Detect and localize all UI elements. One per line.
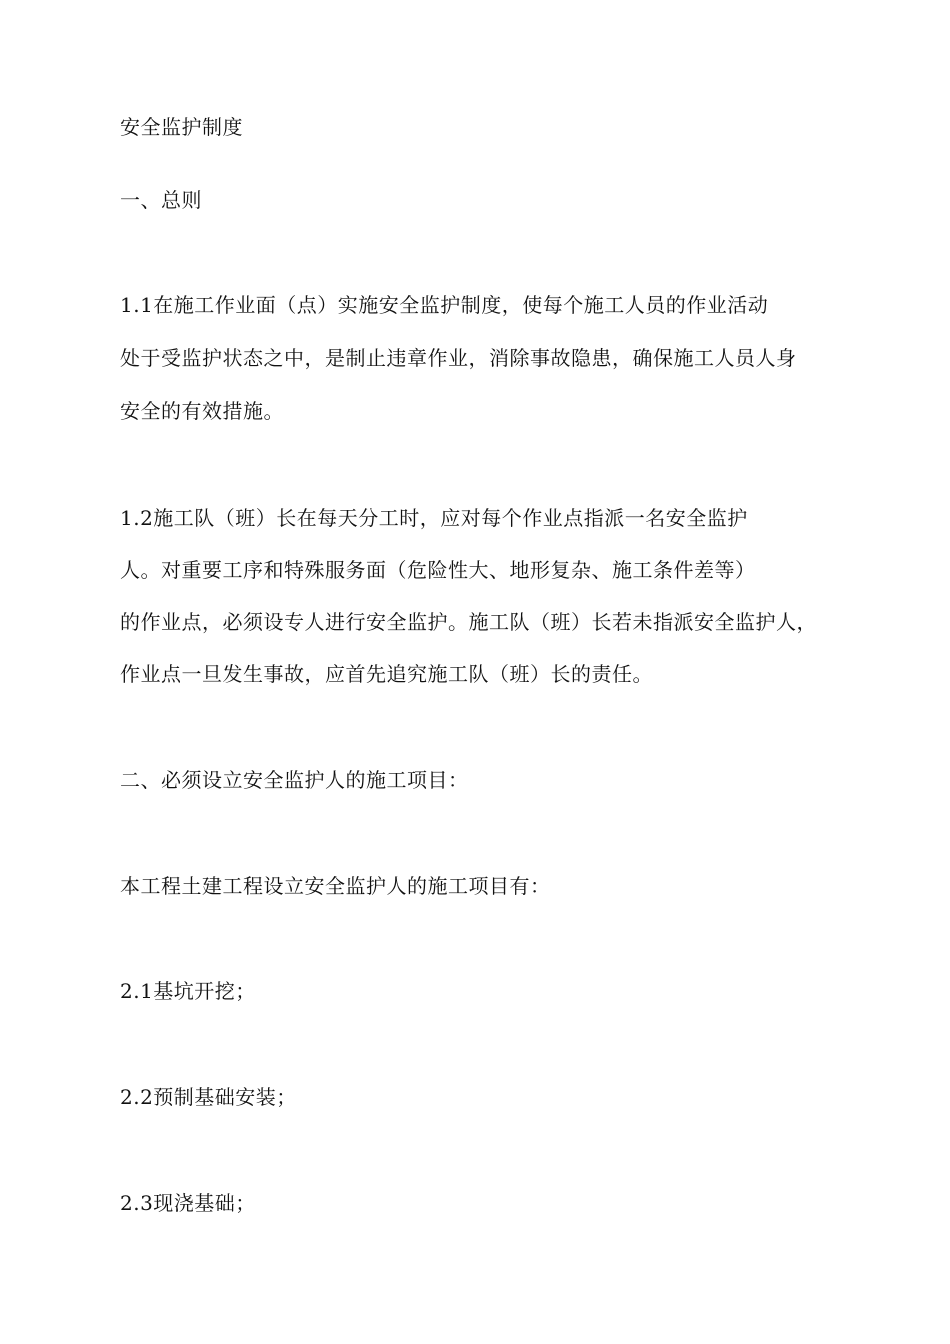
paragraph-1-1-line-2: 处于受监护状态之中，是制止违章作业，消除事故隐患，确保施工人员人身 [120, 346, 797, 370]
paragraph-1-1-line-1: 1.1在施工作业面（点）实施安全监护制度，使每个施工人员的作业活动 [120, 293, 769, 317]
section-2-intro: 本工程土建工程设立安全监护人的施工项目有： [120, 874, 551, 898]
paragraph-1-1-line-3: 安全的有效措施。 [120, 399, 284, 423]
document-title: 安全监护制度 [120, 115, 243, 139]
paragraph-1-2-line-3: 的作业点，必须设专人进行安全监护。施工队（班）长若未指派安全监护人， [120, 610, 817, 634]
paragraph-1-2-line-1: 1.2施工队（班）长在每天分工时，应对每个作业点指派一名安全监护 [120, 506, 748, 530]
list-item: 2.3现浇基础； [120, 1191, 256, 1215]
paragraph-1-2-line-2: 人。对重要工序和特殊服务面（危险性大、地形复杂、施工条件差等） [120, 558, 756, 582]
section-2-heading: 二、必须设立安全监护人的施工项目： [120, 768, 469, 792]
list-item: 2.2预制基础安装； [120, 1085, 297, 1109]
section-1-heading: 一、总则 [120, 188, 202, 212]
paragraph-1-2-line-4: 作业点一旦发生事故，应首先追究施工队（班）长的责任。 [120, 662, 653, 686]
list-item: 2.1基坑开挖； [120, 979, 256, 1003]
